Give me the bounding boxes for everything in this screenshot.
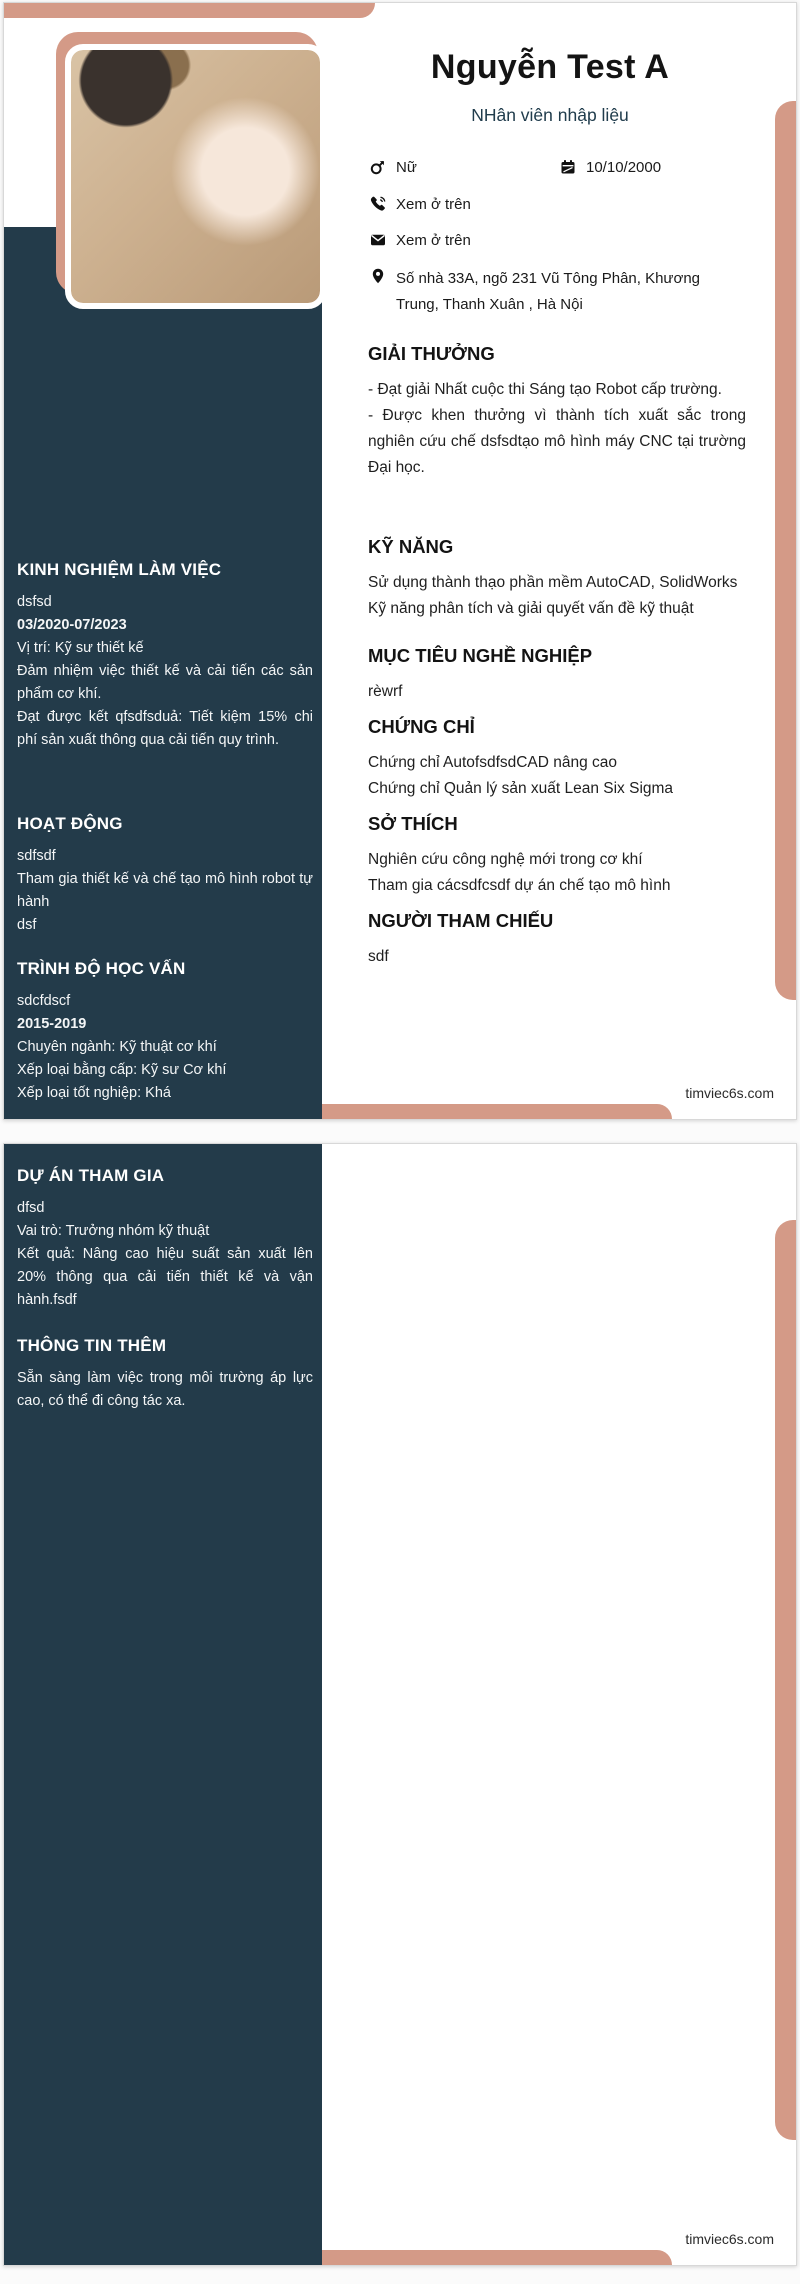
section-line: Sử dụng thành thạo phần mềm AutoCAD, SolidWorks bbox=[368, 574, 738, 591]
sidebar-panel bbox=[4, 227, 322, 1119]
section-line: dsf bbox=[17, 917, 37, 933]
section-line: Xếp loại tốt nghiệp: Khá bbox=[17, 1085, 171, 1101]
section-heading: TRÌNH ĐỘ HỌC VẤN bbox=[17, 959, 186, 978]
watermark-site-name: timviec6s.com bbox=[685, 2231, 774, 2247]
candidate-name: Nguyễn Test A bbox=[430, 48, 670, 86]
section-line: Tham gia cácsdfcsdf dự án chế tạo mô hình bbox=[368, 877, 671, 894]
section-heading: CHỨNG CHỈ bbox=[368, 716, 475, 737]
section-line: Kết quả: Nâng cao hiệu suất sản xuất lên 20% thông qua cải tiến thiết kế và vận hành.fsdf bbox=[17, 1246, 313, 1308]
section-line: dsfsd bbox=[17, 594, 52, 610]
section-line: Tham gia thiết kế và chế tạo mô hình robot tự hành bbox=[17, 871, 313, 910]
section-line: - Đạt giải Nhất cuộc thi Sáng tạo Robot cấp trường. bbox=[368, 381, 722, 398]
sidebar-section-activities bbox=[17, 813, 313, 937]
section-line: - Được khen thưởng vì thành tích xuất sắc trong nghiên cứu chế dsfsdtạo mô hình máy CNC tại trường Đại học. bbox=[368, 407, 746, 476]
main-section-skills bbox=[368, 536, 746, 622]
candidate-job-title: NHân viên nhập liệu bbox=[471, 105, 629, 125]
section-line: Vai trò: Trưởng nhóm kỹ thuật bbox=[17, 1223, 210, 1239]
sidebar-panel bbox=[4, 1144, 322, 2265]
section-line-date: 03/2020-07/2023 bbox=[17, 617, 127, 633]
contact-phone-value: Xem ở trên bbox=[396, 196, 471, 213]
section-line: Sẵn sàng làm việc trong môi trường áp lực cao, có thể đi công tác xa. bbox=[17, 1370, 313, 1409]
section-heading: HOẠT ĐỘNG bbox=[17, 814, 123, 833]
right-accent-bar bbox=[775, 1220, 797, 2140]
contact-email bbox=[370, 230, 471, 251]
contact-address-value: Số nhà 33A, ngõ 231 Vũ Tông Phân, Khương Trung, Thanh Xuân , Hà Nội bbox=[396, 270, 700, 313]
main-section-references bbox=[368, 910, 746, 970]
section-line: rèwrf bbox=[368, 683, 403, 700]
bottom-accent-bar bbox=[322, 1104, 672, 1119]
section-heading: SỞ THÍCH bbox=[368, 813, 458, 834]
sidebar-section-experience bbox=[17, 559, 313, 752]
section-line: Chứng chỉ AutofsdfsdCAD nâng cao bbox=[368, 754, 618, 771]
main-section-career-objective bbox=[368, 645, 746, 705]
cv-page-2 bbox=[3, 1143, 797, 2266]
main-section-awards bbox=[368, 343, 746, 481]
section-heading: MỤC TIÊU NGHỀ NGHIỆP bbox=[368, 645, 593, 666]
section-line: Nghiên cứu công nghệ mới trong cơ khí bbox=[368, 851, 643, 868]
section-heading: NGƯỜI THAM CHIẾU bbox=[368, 910, 554, 931]
contact-email-value: Xem ở trên bbox=[396, 232, 471, 249]
sidebar-section-projects bbox=[17, 1165, 313, 1312]
section-line: Xếp loại bằng cấp: Kỹ sư Cơ khí bbox=[17, 1062, 227, 1078]
right-accent-bar bbox=[775, 101, 797, 1000]
watermark-site-name: timviec6s.com bbox=[685, 1085, 774, 1101]
calendar-icon bbox=[560, 159, 576, 175]
section-line: Chứng chỉ Quản lý sản xuất Lean Six Sigma bbox=[368, 780, 674, 797]
section-heading: GIẢI THƯỞNG bbox=[368, 343, 495, 364]
contact-dob-value: 10/10/2000 bbox=[586, 159, 662, 176]
contact-dob bbox=[560, 157, 661, 178]
section-line: Chuyên ngành: Kỹ thuật cơ khí bbox=[17, 1039, 217, 1055]
phone-icon bbox=[370, 196, 386, 212]
section-line: Đạt được kết qfsdfsduả: Tiết kiệm 15% chi phí sản xuất thông qua cải tiến quy trình. bbox=[17, 709, 313, 748]
email-icon bbox=[370, 232, 386, 248]
profile-photo-image bbox=[71, 50, 320, 303]
bottom-accent-bar bbox=[322, 2250, 672, 2265]
profile-photo bbox=[65, 44, 326, 309]
section-heading: KỸ NĂNG bbox=[368, 536, 454, 557]
section-line: dfsd bbox=[17, 1200, 45, 1216]
sidebar-section-additional-info bbox=[17, 1335, 313, 1413]
top-accent-bar bbox=[4, 3, 375, 18]
section-line: sdcfdscf bbox=[17, 993, 71, 1009]
cv-page-1 bbox=[3, 2, 797, 1120]
contact-phone bbox=[370, 194, 471, 215]
section-heading: KINH NGHIỆM LÀM VIỆC bbox=[17, 560, 222, 579]
section-heading: DỰ ÁN THAM GIA bbox=[17, 1166, 165, 1185]
gender-icon bbox=[370, 159, 386, 175]
main-section-hobbies bbox=[368, 813, 746, 899]
section-line: sdf bbox=[368, 948, 389, 965]
contact-gender-value: Nữ bbox=[396, 159, 417, 176]
sidebar-section-education bbox=[17, 958, 313, 1105]
section-heading: THÔNG TIN THÊM bbox=[17, 1336, 167, 1355]
contact-gender bbox=[370, 157, 417, 178]
section-line: Đảm nhiệm việc thiết kế và cải tiến các sản phẩm cơ khí. bbox=[17, 663, 313, 702]
section-line: Kỹ năng phân tích và giải quyết vấn đề kỹ thuật bbox=[368, 600, 694, 617]
location-pin-icon bbox=[370, 268, 386, 284]
section-line-date: 2015-2019 bbox=[17, 1016, 87, 1032]
section-line: sdfsdf bbox=[17, 848, 56, 864]
main-section-certificates bbox=[368, 716, 746, 802]
contact-address bbox=[370, 266, 726, 318]
section-line: Vị trí: Kỹ sư thiết kế bbox=[17, 640, 144, 656]
